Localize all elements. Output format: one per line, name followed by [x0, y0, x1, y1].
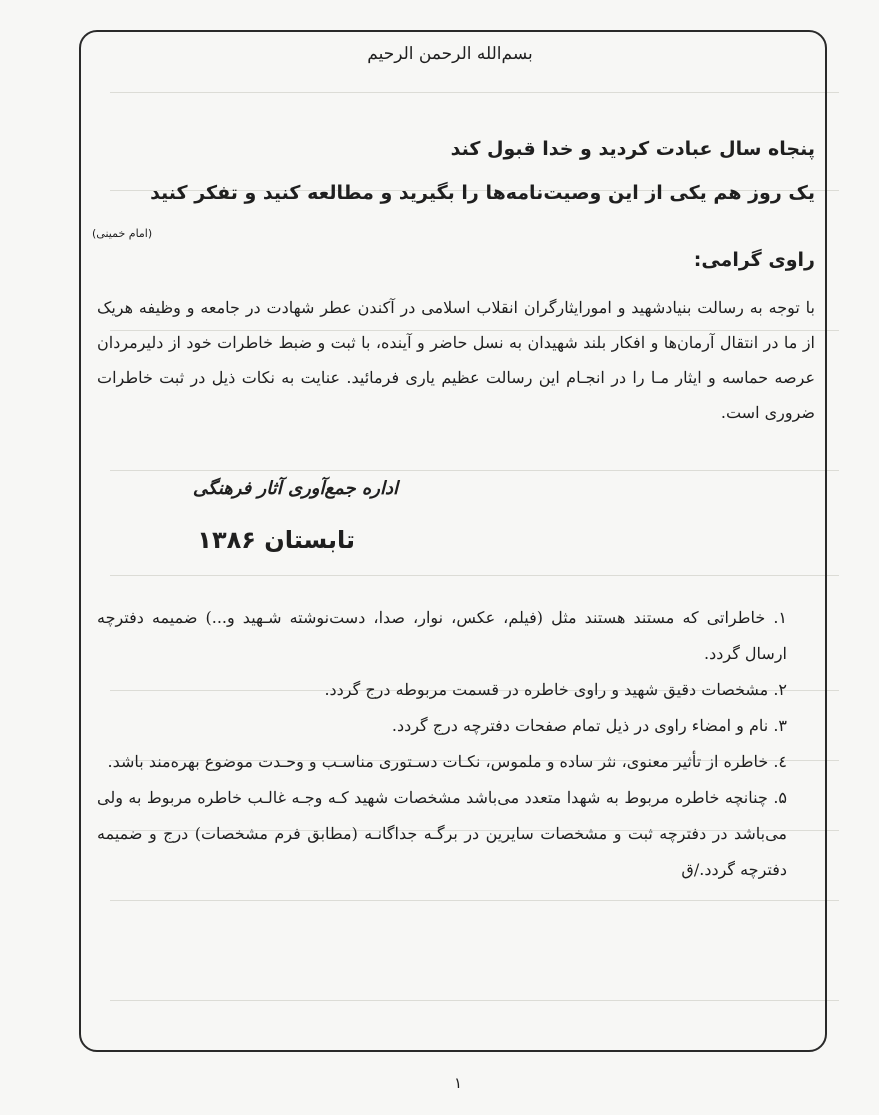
- issuer-name: اداره جمع‌آوری آثار فرهنگی: [192, 478, 398, 499]
- quote-attribution: (امام خمینی): [92, 227, 153, 240]
- quote-line-2: یک روز هم یکی از این وصیت‌نامه‌ها را بگیرید و مطالعه کنید و تفکر کنید: [150, 182, 815, 204]
- rule-item: ۲. مشخصات دقیق شهید و راوی خاطره در قسمت مربوطه درج گردد.: [324, 680, 787, 699]
- issue-date: تابستان ۱۳۸۶: [197, 526, 355, 554]
- rule-item: ۵. چنانچه خاطره مربوط به شهدا متعدد می‌باشد مشخصات شهید کـه وجـه غالـب خاطره مربوط به ولی می‌باشد در دفترچه ثبت و مشخصات سایرین در برگـه جداگانـه (مطابق فرم مشخصات) درج و ضمیمه دفترچه گردد./ق: [97, 788, 787, 879]
- rule-item: ۱. خاطراتی که مستند هستند مثل (فیلم، عکس، نوار، صدا، دست‌نوشته شـهید و...) ضمیمه دفترچه ارسال گردد.: [97, 608, 787, 663]
- salutation-heading: راوی گرامی:: [693, 249, 815, 271]
- bismillah-header: بسم‌الله الرحمن الرحیم: [367, 44, 533, 64]
- rules-list: [97, 600, 815, 888]
- intro-paragraph: با توجه به رسالت بنیادشهید و امورایثارگران انقلاب اسلامی در آکندن عطر شهادت در جامعه و وظیفه هریک از ما در انتقال آرمان‌ها و افکار بلند شهیدان به نسل حاضر و آینده، با ثبت و ضبط خاطرات خود از دلیرمردان عرصه حماسه و ایثار مـا را در انجـام این رسالت عظیم یاری فرمائید. عنایت به نکات ذیل در ثبت خاطرات ضروری است.: [97, 298, 815, 422]
- rule-item: ۳. نام و امضاء راوی در ذیل تمام صفحات دفترچه درج گردد.: [391, 716, 787, 735]
- page-number: ۱: [453, 1074, 463, 1092]
- rule-item: ٤. خاطره از تأثیر معنوی، نثر ساده و ملموس، نکـات دسـتوری مناسـب و وحـدت موضوع بهره‌مند باشد.: [107, 752, 787, 771]
- quote-line-1: پنجاه سال عبادت کردید و خدا قبول کند: [450, 138, 815, 160]
